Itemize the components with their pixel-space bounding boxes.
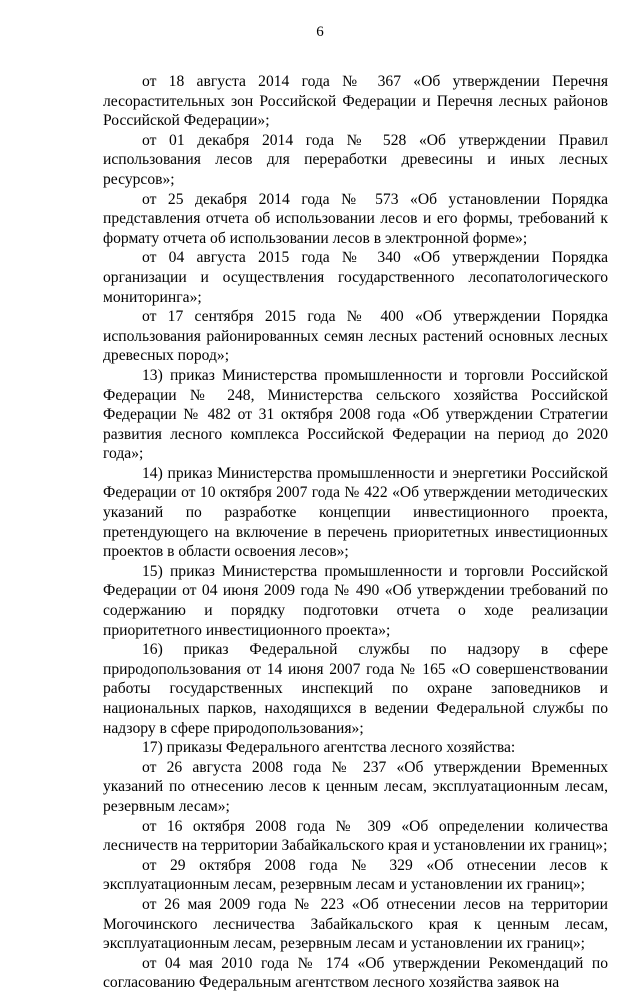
paragraph: от 01 декабря 2014 года № 528 «Об утверждении Правил использования лесов для переработки древесины и иных лесных ресурсов»; — [103, 131, 608, 188]
paragraph: от 29 октября 2008 года № 329 «Об отнесении лесов к эксплуатационным лесам, резервным лесам и установлении их границ»; — [103, 856, 608, 894]
page-number: 6 — [316, 24, 324, 40]
paragraph: от 17 сентября 2015 года № 400 «Об утверждении Порядка использования районированных семян лесных растений основных лесных древесных пород»; — [103, 308, 608, 365]
paragraph: от 25 декабря 2014 года № 573 «Об установлении Порядка представления отчета об использовании лесов и его формы, требований к формату отчета об использовании лесов в электронной форме»; — [103, 190, 608, 247]
paragraph: от 26 августа 2008 года № 237 «Об утверждении Временных указаний по отнесению лесов к ценным лесам, эксплуатационным лесам, резервным лесам»; — [103, 758, 608, 815]
list-item-14: 14) приказ Министерства промышленности и энергетики Российской Федерации от 10 октября 2007 года № 422 «Об утверждении методических указаний по разработке концепции инвестиционного проекта, претендующего на включение в перечень приоритетных инвестиционных проектов в области освоения лесов»; — [103, 464, 608, 561]
paragraph: от 18 августа 2014 года № 367 «Об утверждении Перечня лесорастительных зон Российской Федерации и Перечня лесных районов Российской Федерации»; — [103, 73, 608, 130]
list-item-15: 15) приказ Министерства промышленности и торговли Российской Федерации от 04 июня 2009 года № 490 «Об утверждении требований по содержанию и порядку подготовки отчета о ходе реализации приоритетного инвестиционного проекта»; — [103, 562, 608, 639]
list-item-13: 13) приказ Министерства промышленности и торговли Российской Федерации № 248, Министерства сельского хозяйства Российской Федерации № 482 от 31 октября 2008 года «Об утверждении Стратегии развития лесного комплекса Российской Федерации на период до 2020 года»; — [103, 366, 608, 463]
list-item-17: 17) приказы Федерального агентства лесного хозяйства: — [142, 739, 516, 757]
list-item-16: 16) приказ Федеральной службы по надзору в сфере природопользования от 14 июня 2007 года № 165 «О совершенствовании работы государственных инспекций по охране заповедников и национальных парков, находящихся в ведении Федеральной службы по надзору в сфере природопользования»; — [103, 641, 608, 737]
document-body — [103, 72, 608, 993]
paragraph: от 04 мая 2010 года № 174 «Об утверждении Рекомендаций по согласованию Федеральным агентством лесного хозяйства заявок на — [103, 954, 608, 992]
paragraph: от 04 августа 2015 года № 340 «Об утверждении Порядка организации и осуществления государственного лесопатологического мониторинга»; — [103, 249, 608, 306]
paragraph: от 16 октября 2008 года № 309 «Об определении количества лесничеств на территории Забайкальского края и установлении их границ»; — [103, 817, 608, 855]
paragraph: от 26 мая 2009 года № 223 «Об отнесении лесов на территории Могочинского лесничества Забайкальского края к ценным лесам, эксплуатационным лесам, резервным лесам и установлении их границ»; — [103, 895, 608, 953]
